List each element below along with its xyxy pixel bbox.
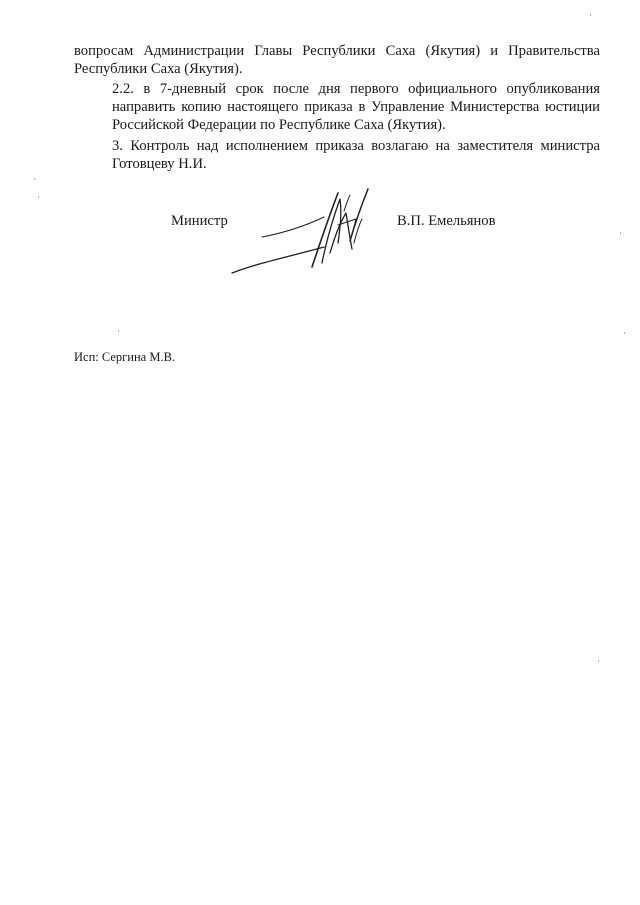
scan-speck	[118, 330, 119, 332]
scan-speck	[620, 232, 621, 234]
paragraph-line: Российской Федерации по Республике Саха (Якутия).	[112, 117, 446, 133]
paragraph-continuation	[74, 42, 600, 78]
paragraph-line: 2.2. в 7-дневный срок после дня первого официального опубликования	[112, 81, 600, 97]
executor-note: Исп: Сергина М.В.	[74, 350, 176, 364]
signature-icon	[228, 183, 388, 283]
paragraph-line: Готовцеву Н.И.	[112, 156, 207, 172]
scan-speck	[598, 660, 599, 662]
paragraph-item-2-2	[74, 80, 600, 134]
signatory-name: В.П. Емельянов	[397, 213, 496, 229]
paragraph-line: направить копию настоящего приказа в Управление Министерства юстиции	[112, 99, 600, 115]
paragraph-line: вопросам Администрации Главы Республики Саха (Якутия) и Правительства	[74, 43, 600, 59]
signatory-title: Министр	[171, 213, 228, 229]
paragraph-item-3	[74, 137, 600, 173]
scan-speck	[590, 14, 591, 16]
paragraph-line: 3. Контроль над исполнением приказа возлагаю на заместителя министра	[112, 138, 600, 154]
scan-speck	[34, 178, 35, 180]
scan-speck	[38, 196, 39, 198]
scan-speck	[624, 332, 625, 334]
paragraph-line: Республики Саха (Якутия).	[74, 61, 243, 77]
